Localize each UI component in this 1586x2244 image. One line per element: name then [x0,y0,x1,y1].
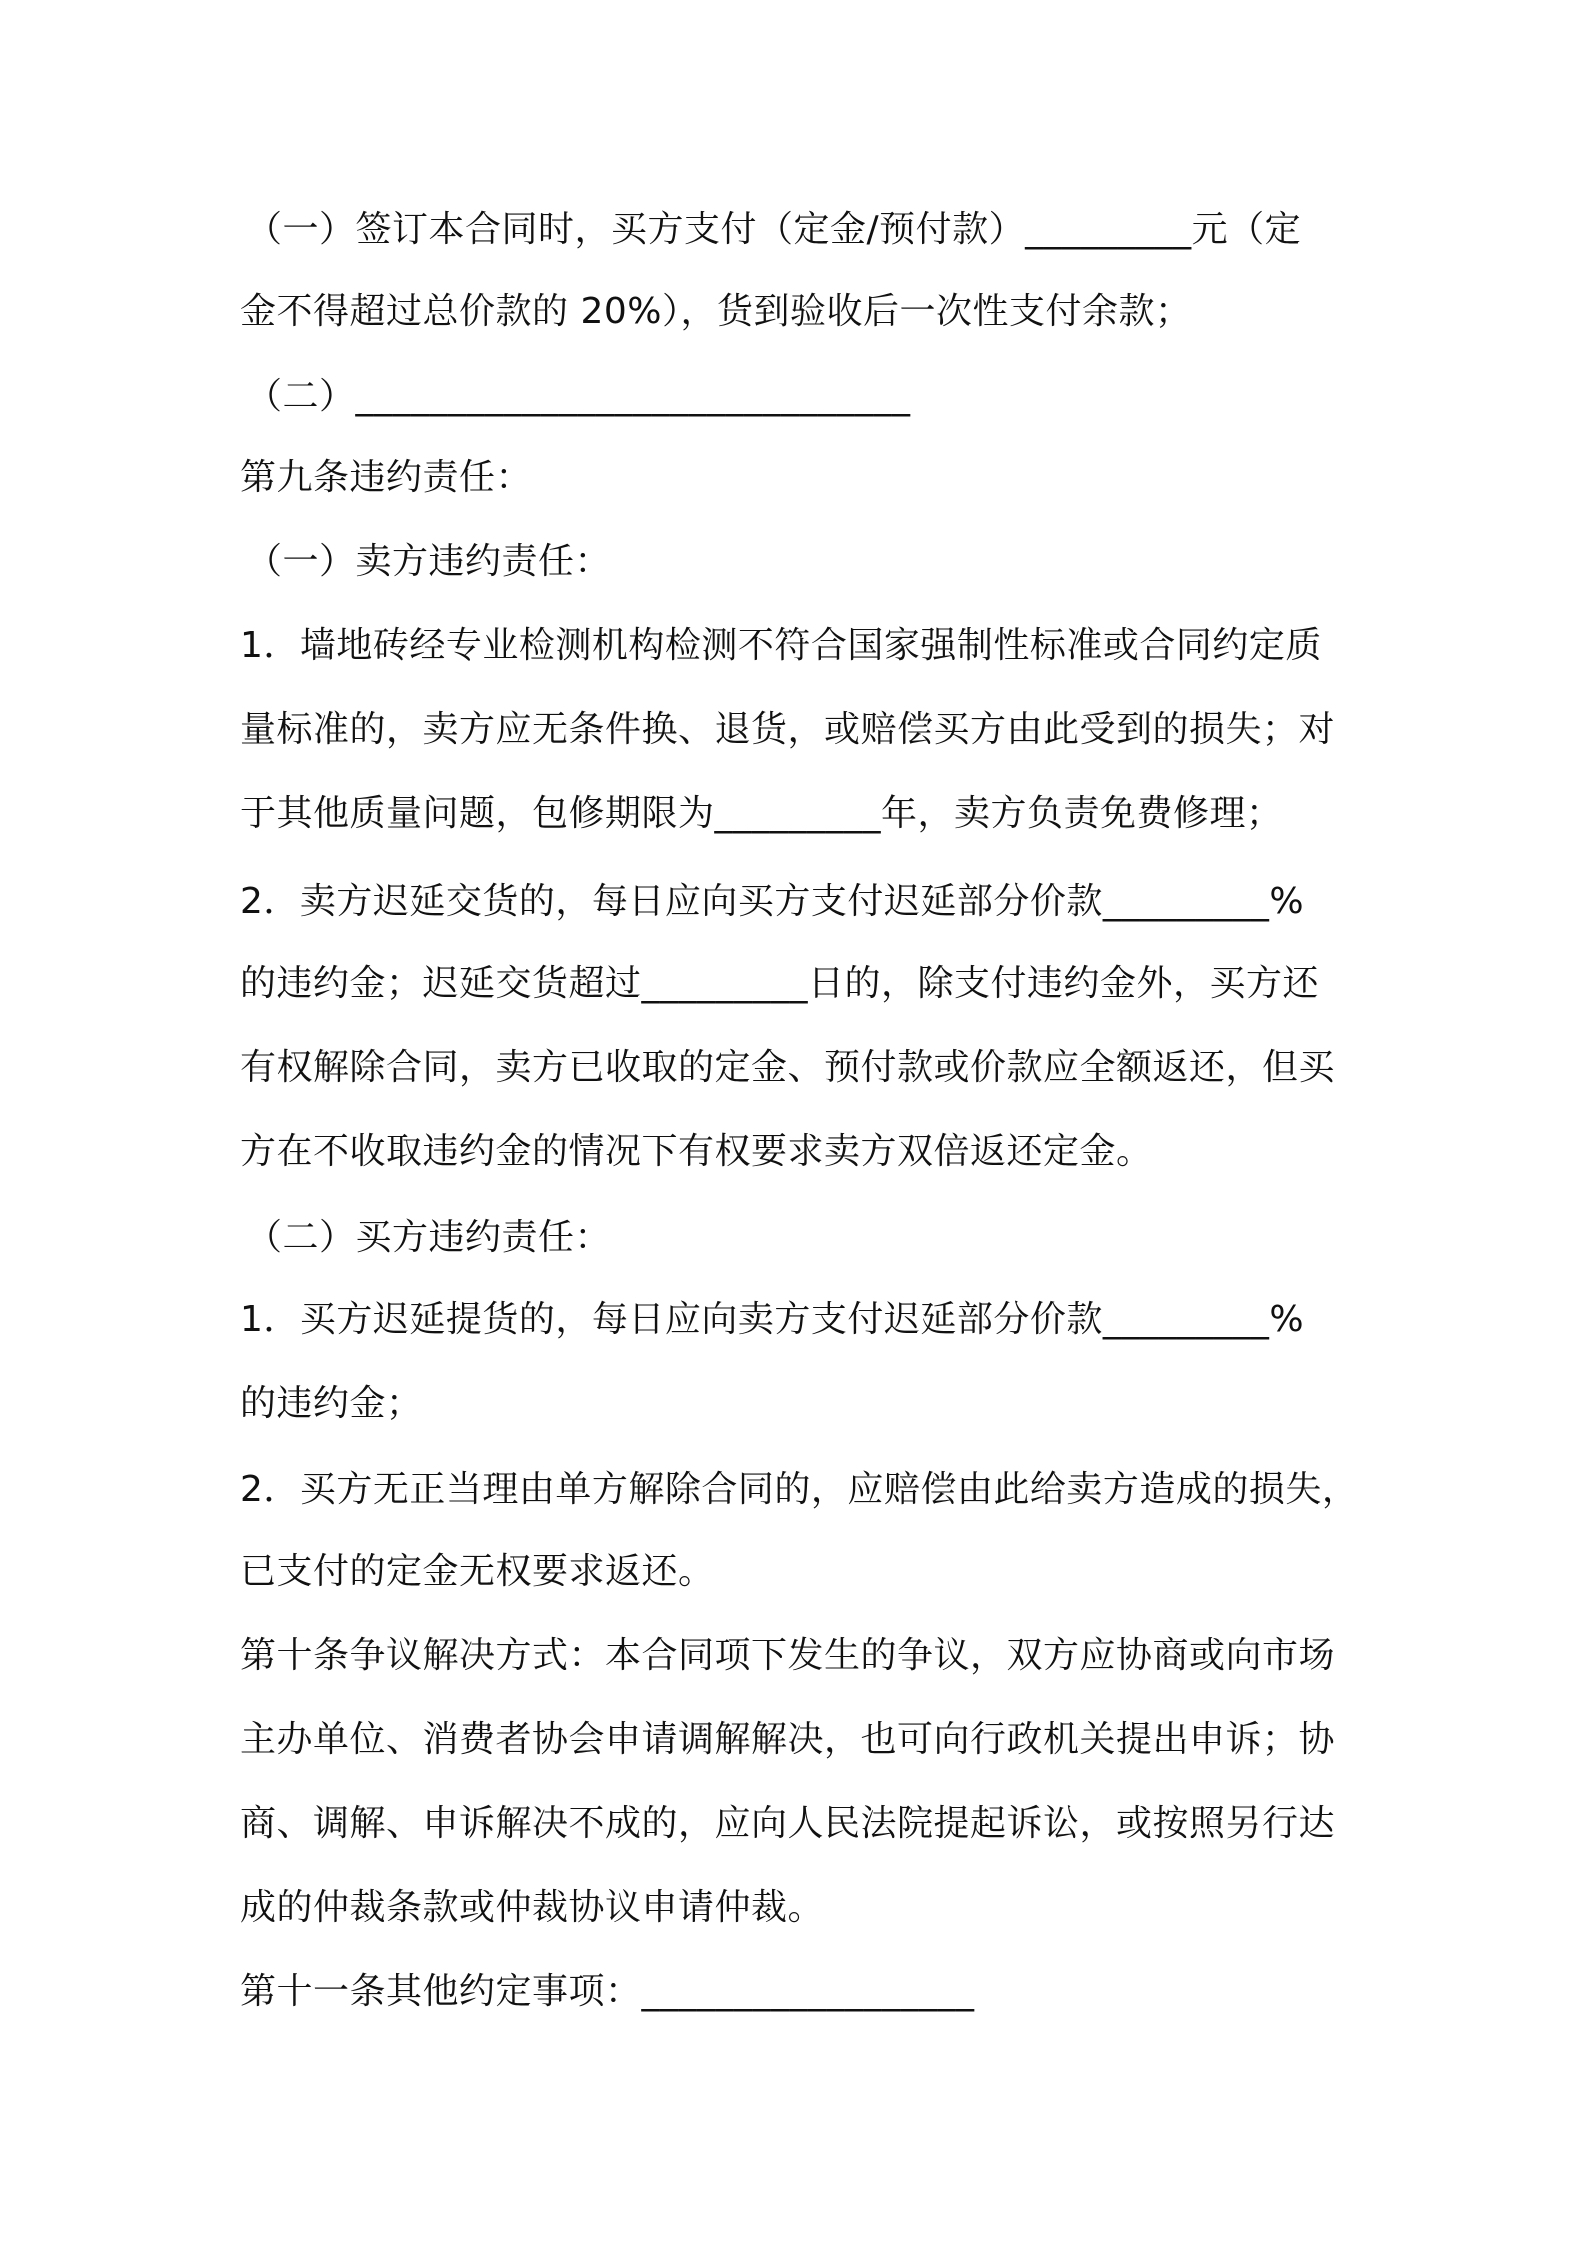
text-line: 于其他质量问题，包修期限为_________年，卖方负责免费修理； [240,793,1283,834]
text-line: 2．买方无正当理由单方解除合同的，应赔偿由此给卖方造成的损失， [240,1469,1359,1510]
section-heading: 第十一条其他约定事项：__________________ [240,1971,975,2012]
text-line: 1．买方迟延提货的，每日应向卖方支付迟延部分价款_________% [240,1299,1305,1340]
subsection-heading: （一）卖方违约责任： [246,541,612,582]
text-line: 有权解除合同，卖方已收取的定金、预付款或价款应全额返还，但买 [240,1047,1336,1088]
text-line: 2．卖方迟延交货的，每日应向买方支付迟延部分价款_________% [240,881,1305,922]
text-line: 商、调解、申诉解决不成的，应向人民法院提起诉讼，或按照另行达 [240,1803,1336,1844]
text-line: 金不得超过总价款的 20%），货到验收后一次性支付余款； [240,291,1192,332]
section-heading: 第九条违约责任： [240,457,533,498]
section-heading: 第十条争议解决方式：本合同项下发生的争议，双方应协商或向市场 [240,1635,1336,1676]
text-line: 成的仲裁条款或仲裁协议申请仲裁。 [240,1887,825,1928]
text-line: 方在不收取违约金的情况下有权要求卖方双倍返还定金。 [240,1131,1153,1172]
text-line: 1．墙地砖经专业检测机构检测不符合国家强制性标准或合同约定质 [240,625,1322,666]
text-line: 的违约金；迟延交货超过_________日的，除支付违约金外，买方还 [240,963,1320,1004]
text-line: 量标准的，卖方应无条件换、退货，或赔偿买方由此受到的损失；对 [240,709,1336,750]
text-line: （一）签订本合同时，买方支付（定金/预付款）_________元（定 [246,209,1302,250]
text-line: 的违约金； [240,1383,423,1424]
subsection-heading: （二）买方违约责任： [246,1217,612,1258]
text-line: 主办单位、消费者协会申请调解解决，也可向行政机关提出申诉；协 [240,1719,1336,1760]
text-line: （二）______________________________ [246,376,911,417]
text-line: 已支付的定金无权要求返还。 [240,1551,715,1592]
